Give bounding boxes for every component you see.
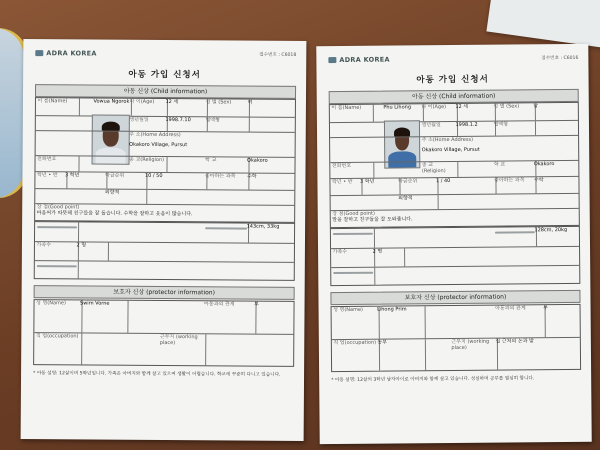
protector-relation-value: 부 [254,301,259,308]
work-place-value: 집 근처의 논과 밭 [495,338,534,345]
address-value: Okakoro Village, Pursut [421,146,480,153]
history-row [35,261,294,280]
occupation-row [332,338,580,371]
sex-label: 성 별 (Sex) [493,103,520,110]
rank-value: 1 / 40 [435,178,451,185]
fav-subject-value: 수학 [246,173,257,180]
phone-label: 전화번호 [331,162,352,170]
grade-label: 학년 • 반 [331,178,353,186]
handwriting-mark [205,227,247,229]
good-point-text: 말을 잘하고 친구들을 잘 도와줍니다. [332,215,413,223]
handwriting-mark [332,233,372,235]
dob-label: 생년월일 [421,122,441,129]
child-info-grid [34,97,296,223]
occupation-label: 직 업(occupation) [333,339,377,347]
name-label: 이 름(Name) [331,104,362,112]
name-row [36,98,295,118]
adra-logo [35,49,97,57]
protector-relation-value: 부 [543,305,548,312]
protector-name-value: Swim Vorne [80,300,110,307]
fav-subject-label: 좋아하는 과목 [493,177,525,184]
protector-name-label: 성 명(Name) [333,306,364,314]
personality-value: 외향적 [104,189,120,196]
occupation-row [34,333,293,366]
rank-label: 학급순위 [397,178,418,185]
rank-value: 10 / 50 [144,172,163,179]
address-row [330,136,578,163]
grade-value: 3 학년 [64,172,80,179]
protector-name-label: 성 명(Name) [36,300,66,307]
school-label: 학 교 [493,161,506,168]
child-info-section: 아동 신상 (Child information) [329,89,579,104]
family-value: 2 명 [76,242,87,249]
handwriting-mark [37,226,77,228]
sex-value: 여 [247,99,253,106]
sex-value: 남 [533,103,539,110]
handwriting-mark [494,231,534,233]
fav-subject-label: 좋아하는 과목 [204,173,236,180]
family-row [35,242,294,263]
protector-name-value: Lihong Prim [377,306,407,313]
health-row [331,227,579,249]
address-label: 주 소(Home Address) [129,131,181,139]
protector-name-row [332,305,580,340]
school-label: 학 교 [205,157,217,164]
protector-info-section: 보호자 신상 (protector information) [34,285,295,300]
child-info-grid [329,102,580,228]
occupation-label: 직 업(occupation) [35,333,79,340]
grade-value: 3 학년 [359,178,375,185]
form-title: 아동 가입 신청서 [416,74,489,86]
dob-label: 생년월일 [129,116,149,123]
address-value: Okakoro Village, Pursut [129,141,188,148]
handwriting-mark [36,265,76,267]
height-weight-value: 143cm, 33kg [246,223,280,230]
work-place-label: 근무지 (working place) [159,333,198,346]
protector-name-row [34,300,293,335]
blood-label: 혈액형 [205,117,220,124]
occupation-value: 농부 [377,339,388,346]
name-value: Vowua Ngorok [93,98,130,105]
child-description: * 아동 설명: 12살이며 5학년입니다. 가족은 아버지와 함께 살고 있으며 생활이 어렵습니다. 학교에 꾸준히 다니고 있습니다. [33,371,281,378]
family-label: 가족수 [332,248,348,256]
work-place-label: 근무지 (working place) [451,338,490,351]
phone-label: 전화번호 [37,156,57,163]
application-form-right [316,44,591,444]
child-description: * 아동 설명: 12살의 3학년 남자아이로 아버지와 함께 살고 있습니다. 성실하며 공부를 열심히 합니다. [331,376,535,384]
school-value: Okakoro [247,157,268,164]
address-row [36,131,295,158]
phone-row [35,156,294,174]
adra-logo [328,56,390,65]
age-value: 12 세 [455,103,469,110]
protector-relation-label: 아동과의 관계 [204,301,235,308]
protector-grid [33,299,294,367]
rank-label: 학급순위 [104,172,125,179]
age-label: 나 이(Age) [421,104,447,111]
dob-value: 1998.1.2 [455,121,478,128]
child-info-section: 아동 신상 (Child information) [35,84,296,99]
health-row [35,222,294,244]
good-point-label: 장 점(Good point) [36,204,80,211]
grade-label: 학년 • 반 [36,172,58,179]
health-grid [330,226,580,286]
name-value: Phu Lihong [383,104,412,111]
document-number: 접수번호 : C6016 [541,55,579,62]
logo-text: ADRA KOREA [46,49,97,58]
handwriting-mark [333,272,373,274]
religion-label: 종 교(Religion) [421,162,446,174]
protector-info-section: 보호자 신상 (protector information) [330,290,580,305]
family-value: 2 명 [372,248,383,255]
logo-text: ADRA KOREA [339,55,390,64]
document-number: 접수번호 : C6018 [259,52,297,58]
religion-label: 종 교(Religion) [129,156,165,164]
grade-row [330,177,578,196]
family-row [331,247,579,268]
sex-label: 성 별 (Sex) [205,99,232,106]
personality-value: 외향적 [398,195,413,202]
age-value: 12 세 [165,99,179,106]
form-title: 아동 가입 신청서 [128,69,201,81]
history-row [331,266,579,285]
health-grid [34,221,295,281]
good-point-text: 마음씨가 따뜻해 친구들을 잘 돕습니다. 수학을 잘하고 웃음이 많습니다. [36,209,193,217]
application-form-left [21,39,307,441]
good-point-label: 장 점(Good point) [332,210,375,218]
grade-row [35,172,294,191]
form-header [328,52,578,66]
address-label: 주 소(Home Address) [421,136,474,144]
school-value: Okakoro [533,161,555,168]
blood-label: 혈액형 [493,121,508,128]
age-label: 나 이(Age) [129,98,155,105]
name-label: 이 름(Name) [37,98,68,105]
protector-relation-label: 아동과의 관계 [495,305,526,312]
adra-logo-icon [328,57,336,63]
height-weight-value: 128cm, 20kg [534,227,568,234]
form-header [35,47,296,61]
protector-grid [331,304,582,372]
fav-subject-value: 수학 [533,177,544,184]
name-row [330,103,578,123]
dob-value: 1998.7.10 [165,117,191,124]
adra-logo-icon [35,50,43,56]
family-label: 가족수 [36,242,51,249]
